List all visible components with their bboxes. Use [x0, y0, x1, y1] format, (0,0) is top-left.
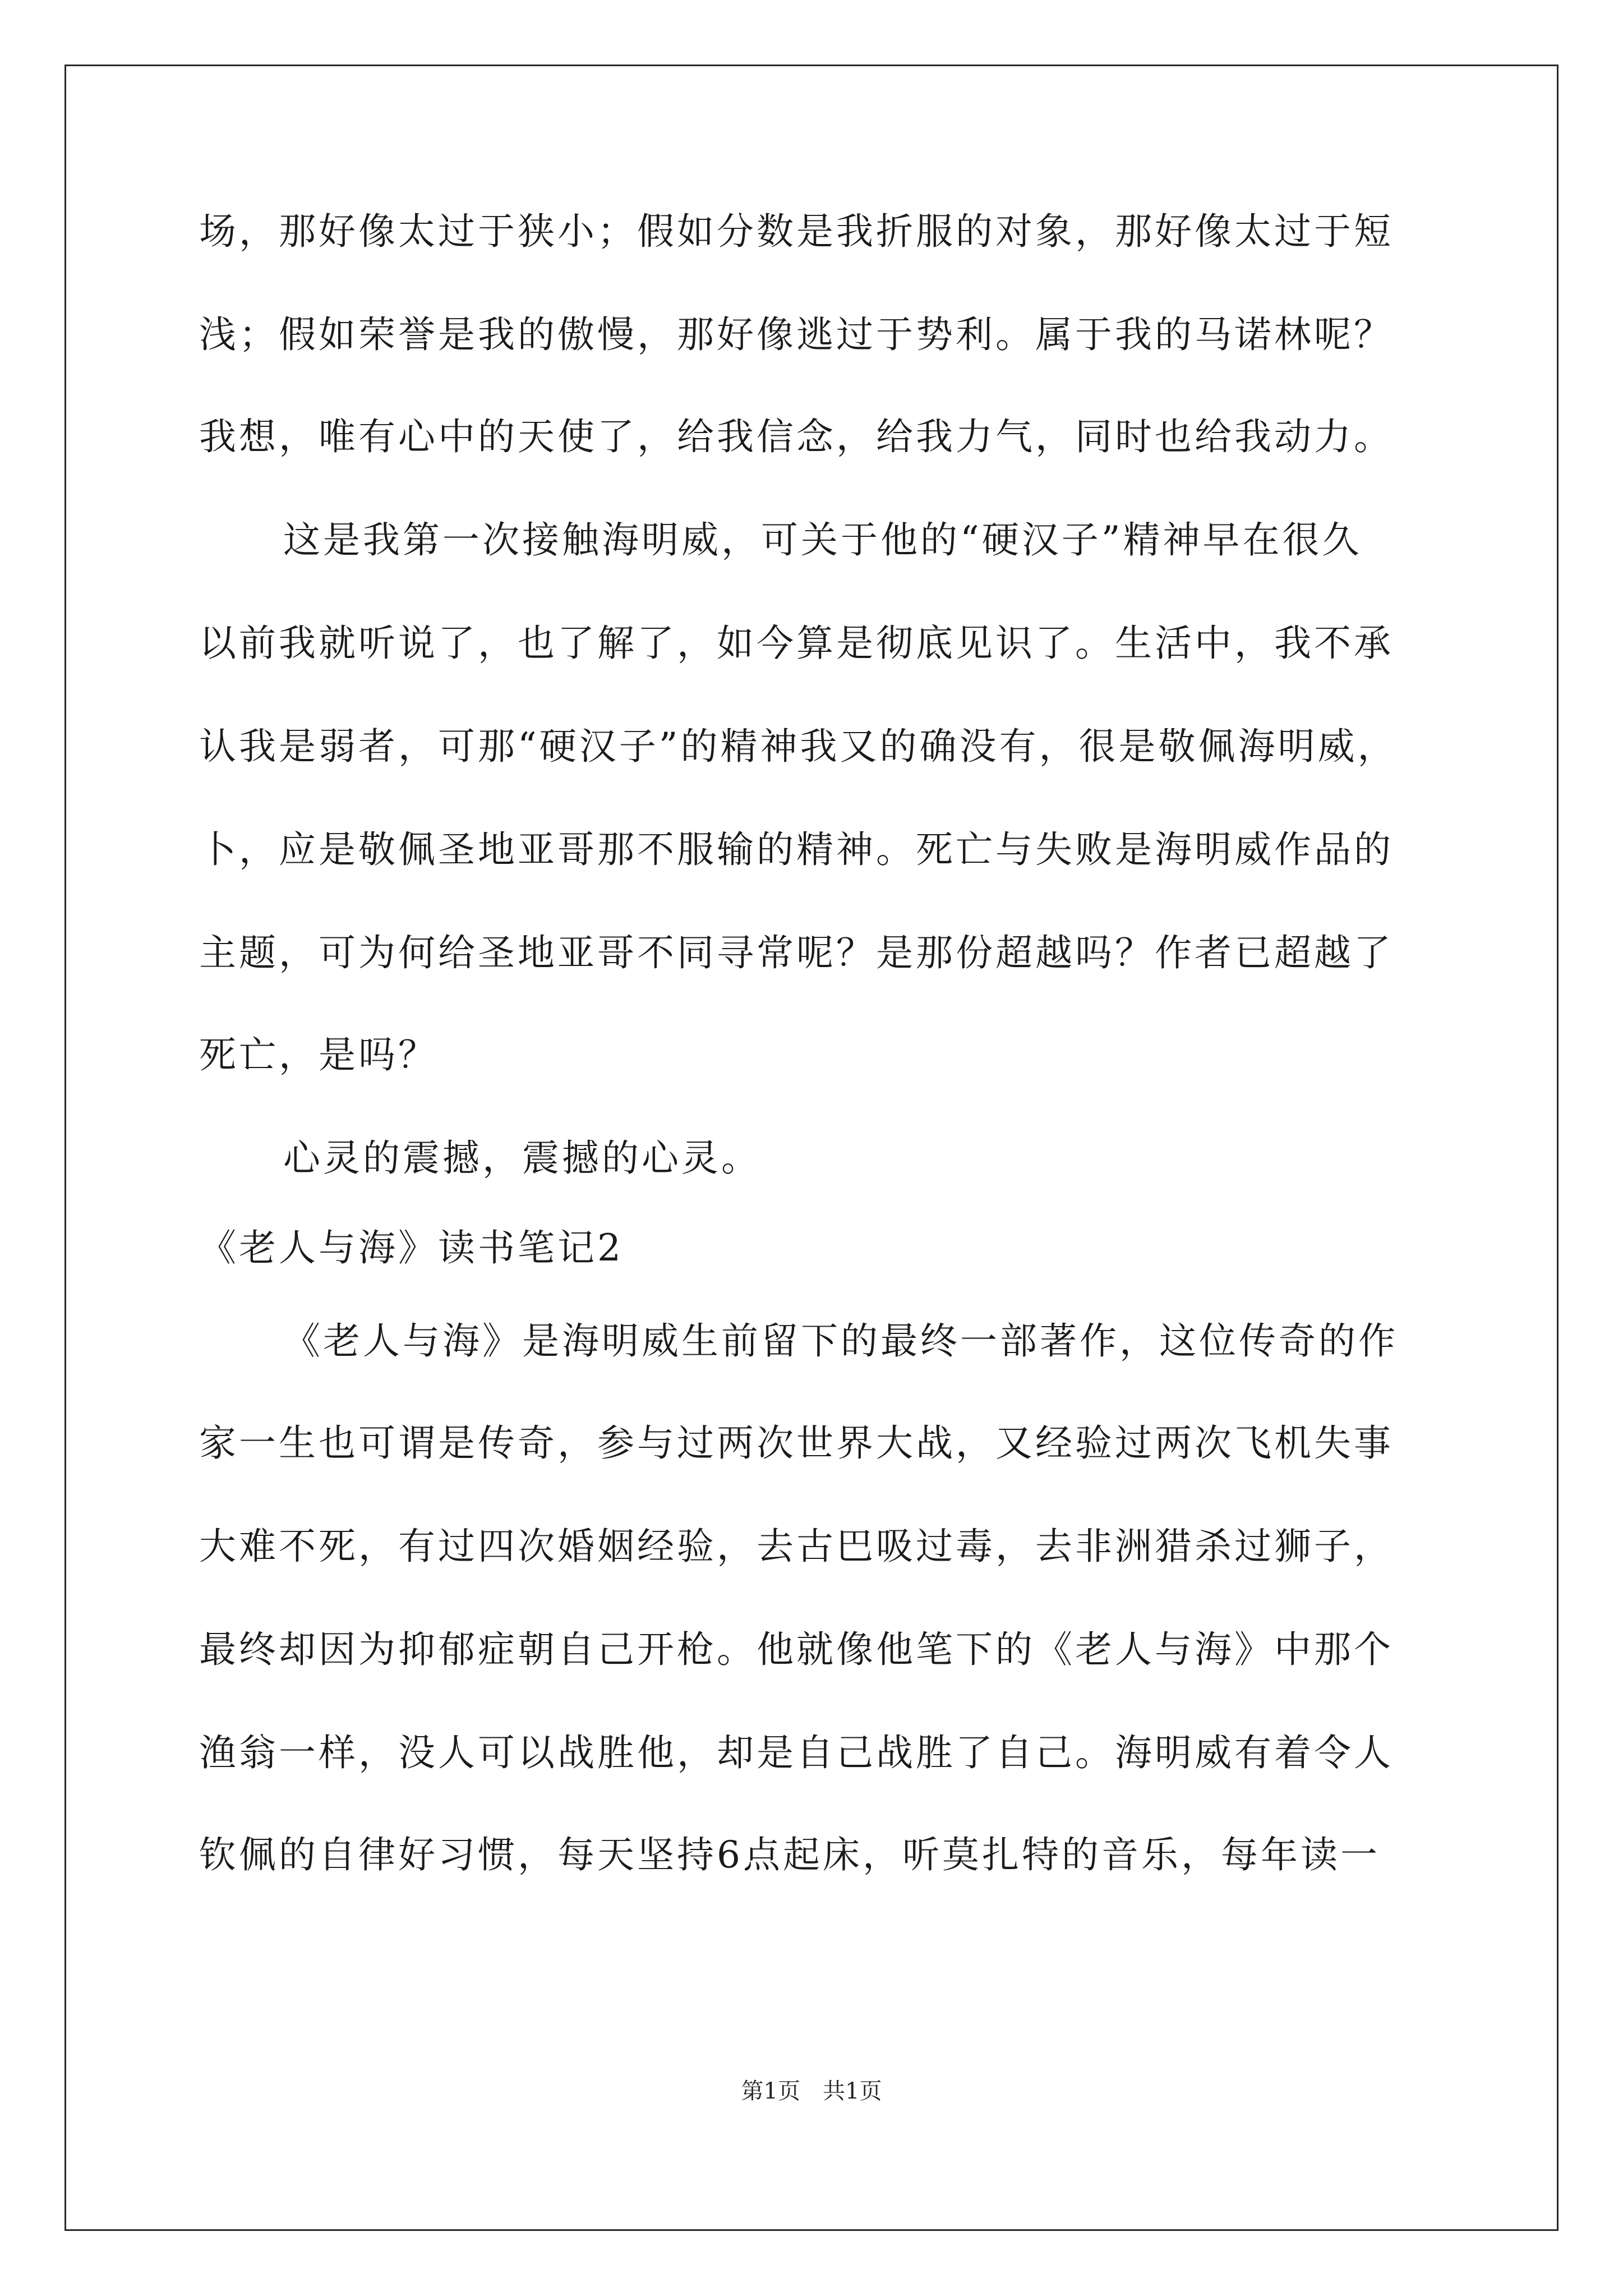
text-line: 渔翁一样，没人可以战胜他，却是自己战胜了自己。海明威有着令人: [199, 1731, 1394, 1774]
text-line: 卜，应是敬佩圣地亚哥那不服输的精神。死亡与失败是海明威作品的: [199, 828, 1394, 871]
text-line: 钦佩的自律好习惯，每天坚持6点起床，听莫扎特的音乐，每年读一: [199, 1833, 1380, 1876]
text-line: 认我是弱者，可那“硬汉子”的精神我又的确没有，很是敬佩海明威，: [199, 725, 1398, 768]
text-line: 主题，可为何给圣地亚哥不同寻常呢？是那份超越吗？作者已超越了: [199, 931, 1394, 974]
text-line: 死亡，是吗？: [199, 1033, 438, 1076]
section-heading: 《老人与海》读书笔记2: [199, 1226, 624, 1269]
text-line: 家一生也可谓是传奇，参与过两次世界大战，又经验过两次飞机失事: [199, 1421, 1394, 1465]
text-line: 大难不死，有过四次婚姻经验，去古巴吸过毒，去非洲猎杀过狮子，: [199, 1525, 1394, 1568]
text-line: 这是我第一次接触海明威，可关于他的“硬汉子”精神早在很久: [283, 518, 1362, 562]
text-line: 我想，唯有心中的天使了，给我信念，给我力气，同时也给我动力。: [199, 415, 1394, 458]
text-line: 场，那好像太过于狭小；假如分数是我折服的对象，那好像太过于短: [199, 210, 1394, 253]
page-footer: 第1页 共1页: [741, 2078, 882, 2104]
text-line: 最终却因为抑郁症朝自己开枪。他就像他笔下的《老人与海》中那个: [199, 1628, 1394, 1671]
text-line: 浅；假如荣誉是我的傲慢，那好像逃过于势利。属于我的马诺林呢？: [199, 313, 1394, 356]
text-line: 心灵的震撼，震撼的心灵。: [283, 1137, 761, 1180]
text-line: 《老人与海》是海明威生前留下的最终一部著作，这位传奇的作: [283, 1319, 1398, 1363]
text-line: 以前我就听说了，也了解了，如今算是彻底见识了。生活中，我不承: [199, 622, 1394, 665]
